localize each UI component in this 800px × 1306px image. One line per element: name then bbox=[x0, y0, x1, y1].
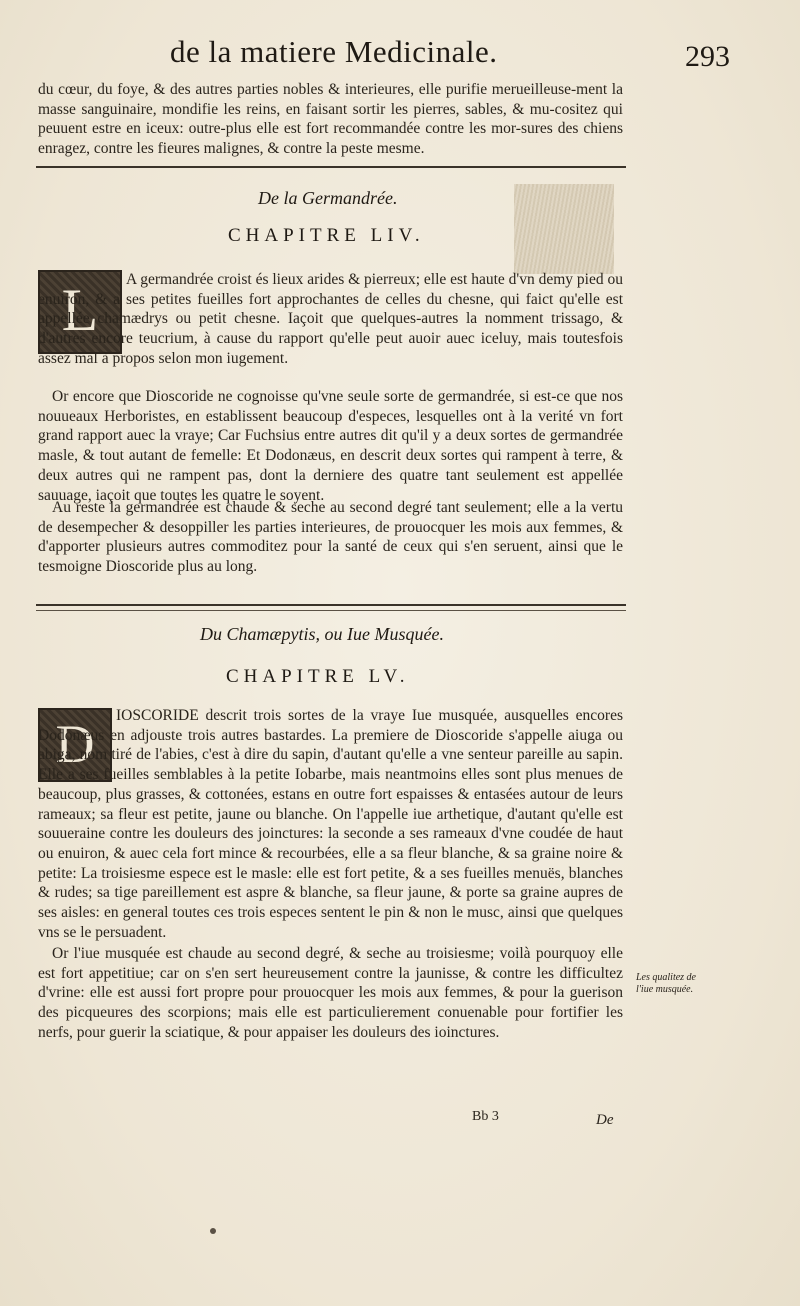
section-title-chamaepytis: Du Chamæpytis, ou Iue Musquée. bbox=[200, 624, 444, 644]
section-title-germandree: De la Germandrée. bbox=[258, 188, 398, 208]
section-divider-thin bbox=[36, 610, 626, 611]
germandree-paragraph-2: Or encore que Dioscoride ne cognoisse qu'vne seule sorte de germandrée, si est-ce que nos nouueaux Herboristes, en establissent beaucoup d'especes, lesquelles ont à la verité vn fort grand rapport auec la vraye; Car Fuchsius entre autres dit qu'il y a deux sortes de germandrée masle, & tout autant de femelle: Et Dodonæus, en descrit deux sortes qui rampent à terre, & deux autres qui ne rampent pas, dont la derniere des quatre tant seulement est appellée sauuage, iaçoit que toutes les quatre le soyent. bbox=[38, 388, 623, 504]
page-header bbox=[170, 34, 730, 78]
germandree-paragraph-1: A germandrée croist és lieux arides & pierreux; elle est haute d'vn demy pied ou enuiron, & a ses petites fueilles fort approchantes de celles du chesne, qui faict qu'elle est appellée chamædrys ou petit chesne. Iaçoit que quelques-autres la nomment trissago, & d'autres encore teucrium, à cause du rapport qu'elle peut auoir auec iceluy, mais toutesfois assez mal à propos selon mon iugement. bbox=[38, 271, 623, 367]
section-divider bbox=[36, 166, 626, 168]
chamaepytis-paragraph-2: Or l'iue musquée est chaude au second degré, & seche au troisiesme; voilà pourquoy elle est fort appetitiue; car on s'en sert heureusement contre la jaunisse, & contre les difficultez d'vrine: elle est aussi fort propre pour prouocquer les mois aux femmes, & pour la guerison des picqueures des scorpions; mais elle est particulierement conuenable pour fortifier les nerfs, pour guerir la sciatique, & pour appaiser les douleurs des ioinctures. bbox=[38, 945, 623, 1041]
chapter-heading-55: CHAPITRE LV. bbox=[226, 666, 410, 687]
catchword: De bbox=[596, 1112, 614, 1128]
signature-mark: Bb 3 bbox=[472, 1109, 499, 1124]
running-title: de la matiere Medicinale. bbox=[170, 34, 498, 69]
chamaepytis-paragraph-1: IOSCORIDE descrit trois sortes de la vraye Iue musquée, ausquelles encores Dodonæus en adjouste trois autres bastardes. La premiere de Dioscoride s'appelle aiuga ou abiga, nom tiré de l'abies, c'est à dire du sapin, d'autant qu'elle a vne senteur pareille au sapin. Elle a ses fueilles semblables à la petite Iobarbe, mais neantmoins elles sont plus menues de beaucoup, plus grasses, & cottonées, estans en outre fort espaisses & entasées autour de leurs rameaux; sa fleur est petite, jaune ou blanche. On l'appelle iue arthetique, d'autant qu'elle est souueraine contre les douleurs des joinctures: la seconde a ses rameaux d'vne coudée de haut ou enuiron, & auec cela fort mince & recourbées, elle a sa fleur blanche, & sa graine noire & petite: La troisiesme espece est le masle: elle est fort petite, & a ses fueilles menuës, blanches & rudes; sa tige pareillement est aspre & blanche, sa fleur jaune, & porte sa graine aupres de ses aisles: en general toutes ces trois especes sentent le pin & non le musc, ainsi que quelques vns se le persuadent. bbox=[38, 707, 623, 941]
chapter-heading-54: CHAPITRE LIV. bbox=[228, 225, 425, 246]
germandree-paragraph-3: Au reste la germandrée est chaude & seche au second degré tant seulement; elle a la vertu de desempecher & desoppiller les parties interieures, de prouocquer les mois aux femmes, & d'apporter plusieurs autres commoditez pour la santé de ceux qui s'en seruent, ainsi que le tesmoigne Dioscoride plus au long. bbox=[38, 499, 623, 576]
ink-spot bbox=[210, 1228, 216, 1234]
faded-woodcut-illustration bbox=[514, 184, 614, 274]
page-number: 293 bbox=[685, 40, 730, 73]
decorated-initial-l: L bbox=[38, 270, 122, 354]
top-paragraph: du cœur, du foye, & des autres parties nobles & interieures, elle purifie merueilleuse-ment la masse sanguinaire, mondifie les reins, en faisant sortir les pierres, sables, & mu-cositez qui peuuent estre en iceux: outre-plus elle est fort recommandée contre les mor-sures des chiens enragez, contre les fieures malignes, & contre la peste mesme. bbox=[38, 81, 623, 158]
section-divider bbox=[36, 604, 626, 606]
decorated-initial-d: D bbox=[38, 708, 112, 782]
margin-note: Les qualitez de l'iue musquée. bbox=[636, 972, 696, 995]
